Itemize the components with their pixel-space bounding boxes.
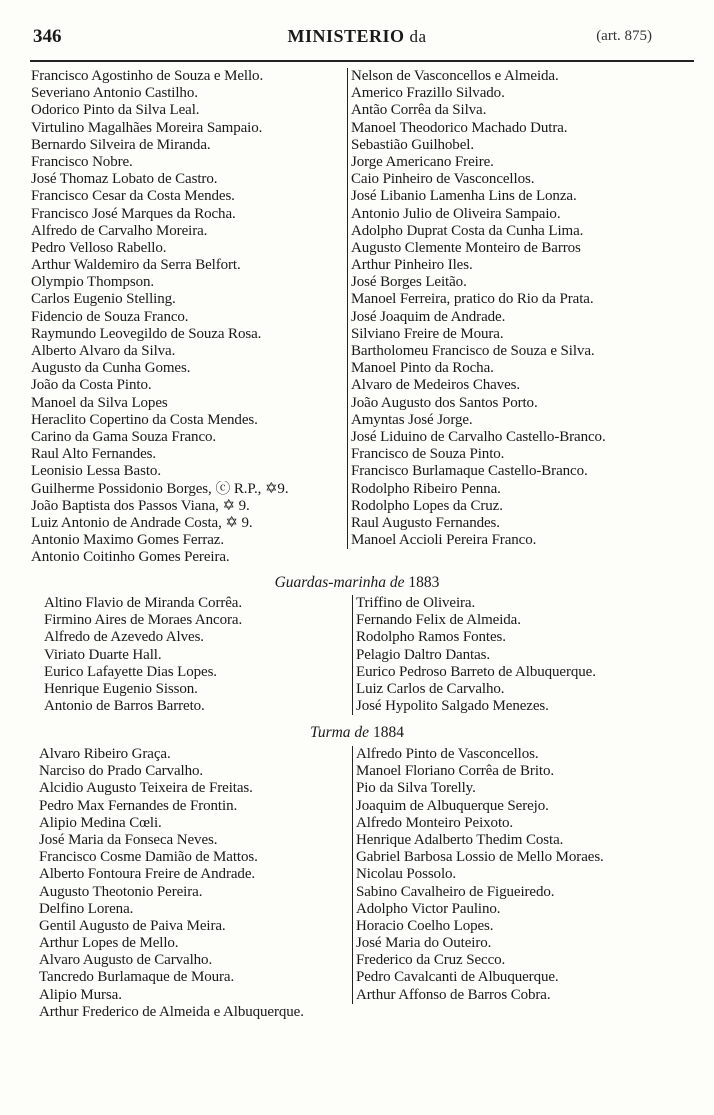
name-entry: Adolpho Victor Paulino. (356, 900, 501, 917)
name-entry: Pio da Silva Torelly. (356, 780, 476, 797)
section-list-1 (0, 68, 714, 568)
name-entry: Pedro Cavalcanti de Albuquerque. (356, 969, 559, 986)
name-entry: Severiano Antonio Castilho. (31, 85, 198, 102)
section-heading-text: Guardas-marinha de (274, 574, 405, 591)
section-heading-turma (0, 724, 714, 742)
left-column (31, 68, 343, 566)
name-entry: Francisco José Marques da Rocha. (31, 205, 236, 222)
running-title-main: MINISTERIO (287, 26, 405, 46)
name-entry: Alipio Mursa. (39, 986, 122, 1003)
name-entry: Rodolpho Ramos Fontes. (356, 629, 506, 646)
name-entry: Virtulino Magalhães Moreira Sampaio. (31, 119, 263, 136)
name-entry: Caio Pinheiro de Vasconcellos. (351, 171, 535, 188)
name-entry: Manoel Theodorico Machado Dutra. (351, 119, 568, 136)
article-reference: (art. 875) (596, 28, 652, 44)
name-entry: João Baptista dos Passos Viana, ✡ 9. (31, 497, 250, 514)
name-entry: Francisco Cosme Damião de Mattos. (39, 849, 258, 866)
header-rule (30, 60, 694, 62)
name-entry: Alfredo Monteiro Peixoto. (356, 814, 514, 831)
name-entry: José Maria do Outeiro. (356, 935, 492, 952)
name-entry: Pelagio Daltro Dantas. (356, 646, 491, 663)
name-entry: José Libanio Lamenha Lins de Lonza. (351, 188, 577, 205)
name-entry: Arthur Affonso de Barros Cobra. (356, 986, 551, 1003)
name-entry: Francisco Cesar da Costa Mendes. (31, 188, 235, 205)
name-entry: Pedro Max Fernandes de Frontin. (39, 797, 238, 814)
name-entry: Altino Flavio de Miranda Corrêa. (44, 595, 243, 611)
name-entry: Sabino Cavalheiro de Figueiredo. (356, 883, 555, 900)
name-entry: Rodolpho Lopes da Cruz. (351, 497, 503, 514)
name-entry: Francisco de Souza Pinto. (351, 446, 505, 463)
name-entry: Raymundo Leovegildo de Souza Rosa. (31, 325, 262, 342)
name-entry: Sebastião Guilhobel. (351, 136, 474, 153)
name-entry: Francisco Burlamaque Castello-Branco. (351, 463, 588, 480)
name-entry: Jorge Americano Freire. (351, 153, 494, 170)
name-entry: Guilherme Possidonio Borges, ⓒ R.P., ✡9. (31, 480, 289, 497)
name-entry: Arthur Frederico de Almeida e Albuquerque. (39, 1003, 304, 1020)
name-entry: Manoel da Silva Lopes (31, 394, 168, 411)
name-entry: Luiz Antonio de Andrade Costa, ✡ 9. (31, 514, 253, 531)
section-heading-guardas-marinha (0, 574, 714, 592)
name-entry: João Augusto dos Santos Porto. (351, 394, 538, 411)
name-entry: Henrique Eugenio Sisson. (44, 680, 198, 697)
section-heading-year: 1883 (408, 574, 440, 591)
section-heading-year: 1884 (372, 724, 404, 741)
name-entry: Augusto Clemente Monteiro de Barros (351, 239, 581, 256)
right-column (347, 68, 701, 549)
section-list-2 (0, 595, 714, 720)
name-entry: Leonisio Lessa Basto. (31, 463, 161, 480)
name-entry: Antonio Coitinho Gomes Pereira. (31, 549, 230, 566)
section-list-3 (0, 746, 714, 1028)
name-entry: Alberto Alvaro da Silva. (31, 343, 176, 359)
name-entry: José Thomaz Lobato de Castro. (31, 171, 218, 188)
name-entry: Henrique Adalberto Thedim Costa. (356, 831, 564, 848)
name-entry: Tancredo Burlamaque de Moura. (39, 969, 235, 986)
name-entry: Arthur Lopes de Mello. (39, 935, 179, 952)
name-entry: Alipio Medina Cœli. (39, 814, 162, 831)
name-entry: Gentil Augusto de Paiva Meira. (39, 917, 226, 934)
left-column (44, 595, 344, 715)
name-entry: Triffino de Oliveira. (356, 595, 476, 611)
name-entry: Augusto Theotonio Pereira. (39, 883, 203, 900)
name-entry: Nelson de Vasconcellos e Almeida. (351, 68, 559, 84)
name-entry: Antonio Julio de Oliveira Sampaio. (351, 205, 561, 222)
name-entry: Carlos Eugenio Stelling. (31, 291, 176, 308)
name-entry: Americo Frazillo Silvado. (351, 85, 505, 102)
name-entry: Gabriel Barbosa Lossio de Mello Moraes. (356, 849, 604, 866)
page-number: 346 (33, 26, 62, 47)
name-entry: Alvaro Ribeiro Graça. (39, 746, 171, 762)
name-entry: Alfredo de Carvalho Moreira. (31, 222, 208, 239)
name-entry: Arthur Pinheiro Iles. (351, 257, 473, 274)
name-entry: Francisco Agostinho de Souza e Mello. (31, 68, 264, 84)
name-entry: Bartholomeu Francisco de Souza e Silva. (351, 343, 595, 359)
name-entry: Narciso do Prado Carvalho. (39, 763, 204, 780)
name-entry: João da Costa Pinto. (31, 377, 152, 394)
name-entry: Fernando Felix de Almeida. (356, 612, 521, 629)
name-entry: Manoel Pinto da Rocha. (351, 360, 494, 377)
name-entry: Francisco Nobre. (31, 153, 133, 170)
name-entry: Viriato Duarte Hall. (44, 646, 162, 663)
name-entry: Manoel Accioli Pereira Franco. (351, 532, 537, 549)
name-entry: Carino da Gama Souza Franco. (31, 428, 217, 445)
name-entry: José Borges Leitão. (351, 274, 467, 291)
name-entry: Raul Augusto Fernandes. (351, 514, 500, 531)
name-entry: Silviano Freire de Moura. (351, 325, 504, 342)
name-entry: Horacio Coelho Lopes. (356, 917, 494, 934)
name-entry: Eurico Lafayette Dias Lopes. (44, 663, 217, 680)
name-entry: José Hypolito Salgado Menezes. (356, 698, 549, 715)
name-entry: Eurico Pedroso Barreto de Albuquerque. (356, 663, 596, 680)
section-heading-text: Turma de (310, 724, 370, 741)
name-entry: Odorico Pinto da Silva Leal. (31, 102, 200, 119)
right-column (352, 595, 701, 715)
page-header (0, 22, 714, 52)
name-entry: Alfredo Pinto de Vasconcellos. (356, 746, 539, 762)
left-column (39, 746, 351, 1021)
name-entry: Nicolau Possolo. (356, 866, 457, 883)
name-entry: José Joaquim de Andrade. (351, 308, 506, 325)
name-entry: Alvaro de Medeiros Chaves. (351, 377, 521, 394)
name-entry: Heraclito Copertino da Costa Mendes. (31, 411, 258, 428)
name-entry: Arthur Waldemiro da Serra Belfort. (31, 257, 241, 274)
name-entry: Manoel Floriano Corrêa de Brito. (356, 763, 555, 780)
name-entry: Augusto da Cunha Gomes. (31, 360, 191, 377)
name-entry: Pedro Velloso Rabello. (31, 239, 167, 256)
name-entry: Antonio de Barros Barreto. (44, 698, 205, 715)
name-entry: Fidencio de Souza Franco. (31, 308, 189, 325)
name-entry: José Maria da Fonseca Neves. (39, 831, 218, 848)
name-entry: Alcidio Augusto Teixeira de Freitas. (39, 780, 253, 797)
name-entry: Bernardo Silveira de Miranda. (31, 136, 211, 153)
name-entry: Firmino Aires de Moraes Ancora. (44, 612, 243, 629)
name-entry: Antão Corrêa da Silva. (351, 102, 487, 119)
name-entry: Rodolpho Ribeiro Penna. (351, 480, 501, 497)
name-entry: Luiz Carlos de Carvalho. (356, 680, 505, 697)
name-entry: Alvaro Augusto de Carvalho. (39, 952, 213, 969)
name-entry: Adolpho Duprat Costa da Cunha Lima. (351, 222, 584, 239)
name-entry: Delfino Lorena. (39, 900, 134, 917)
name-entry: Frederico da Cruz Secco. (356, 952, 506, 969)
name-entry: Raul Alto Fernandes. (31, 446, 157, 463)
name-entry: Manoel Ferreira, pratico do Rio da Prata. (351, 291, 594, 308)
right-column (352, 746, 701, 1004)
name-entry: Olympio Thompson. (31, 274, 155, 291)
name-entry: Antonio Maximo Gomes Ferraz. (31, 532, 224, 549)
name-entry: José Liduino de Carvalho Castello-Branco. (351, 428, 606, 445)
name-entry: Alberto Fontoura Freire de Andrade. (39, 866, 256, 883)
name-entry: Joaquim de Albuquerque Serejo. (356, 797, 549, 814)
name-entry: Amyntas José Jorge. (351, 411, 473, 428)
name-entry: Alfredo de Azevedo Alves. (44, 629, 204, 646)
running-title-suffix: da (409, 27, 427, 46)
